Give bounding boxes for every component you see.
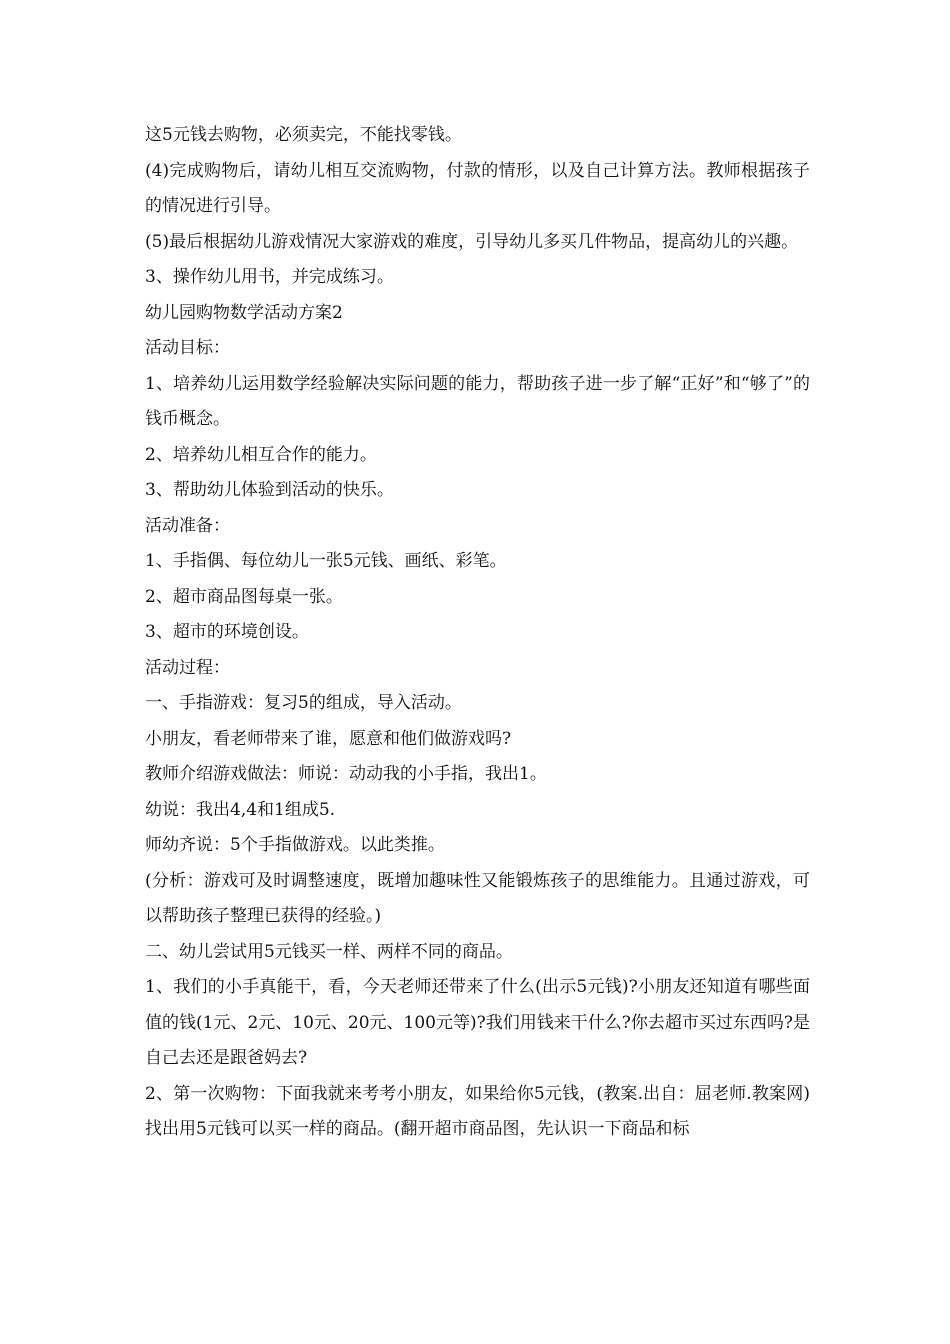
paragraph: 教师介绍游戏做法：师说：动动我的小手指，我出1。 [145, 764, 547, 784]
paragraph: 3、帮助幼儿体验到活动的快乐。 [145, 480, 394, 500]
section-title: 幼儿园购物数学活动方案2 [145, 302, 343, 323]
paragraph: 3、超市的环境创设。 [145, 622, 309, 642]
paragraph: 一、手指游戏：复习5的组成，导入活动。 [145, 693, 462, 713]
paragraph: 2、第一次购物：下面我就来考考小朋友，如果给你5元钱，(教案.出自：屈老师.教案网)找出用5元钱可以买一样的商品。(翻开超市商品图，先认识一下商品和标 [145, 1083, 810, 1139]
paragraph: (4)完成购物后，请幼儿相互交流购物，付款的情形，以及自己计算方法。教师根据孩子的情况进行引导。 [145, 160, 810, 216]
paragraph: 二、幼儿尝试用5元钱买一样、两样不同的商品。 [145, 941, 513, 962]
paragraph: 3、操作幼儿用书，并完成练习。 [145, 267, 394, 287]
paragraph: 小朋友，看老师带来了谁，愿意和他们做游戏吗? [145, 728, 512, 749]
document-body [145, 118, 810, 1148]
section-heading: 活动过程： [145, 657, 230, 678]
paragraph: 2、培养幼儿相互合作的能力。 [145, 444, 377, 465]
paragraph: 师幼齐说：5个手指做游戏。以此类推。 [145, 835, 445, 855]
paragraph: 1、我们的小手真能干，看，今天老师还带来了什么(出示5元钱)?小朋友还知道有哪些面值的钱(1元、2元、10元、20元、100元等)?我们用钱来干什么?你去超市买过东西吗?是自己去还是跟爸妈去? [145, 977, 810, 1068]
paragraph: 1、培养幼儿运用数学经验解决实际问题的能力，帮助孩子进一步了解“正好”和“够了”的钱币概念。 [145, 373, 810, 429]
paragraph: (分析：游戏可及时调整速度，既增加趣味性又能锻炼孩子的思维能力。且通过游戏，可以帮助孩子整理已获得的经验。) [145, 870, 810, 926]
section-heading: 活动准备： [145, 515, 230, 536]
section-heading: 活动目标： [145, 338, 230, 358]
paragraph: (5)最后根据幼儿游戏情况大家游戏的难度，引导幼儿多买几件物品，提高幼儿的兴趣。 [145, 231, 799, 252]
paragraph: 2、超市商品图每桌一张。 [145, 586, 343, 607]
paragraph: 1、手指偶、每位幼儿一张5元钱、画纸、彩笔。 [145, 551, 507, 571]
paragraph: 幼说：我出4,4和1组成5. [145, 799, 336, 820]
paragraph: 这5元钱去购物，必须卖完，不能找零钱。 [145, 125, 462, 145]
